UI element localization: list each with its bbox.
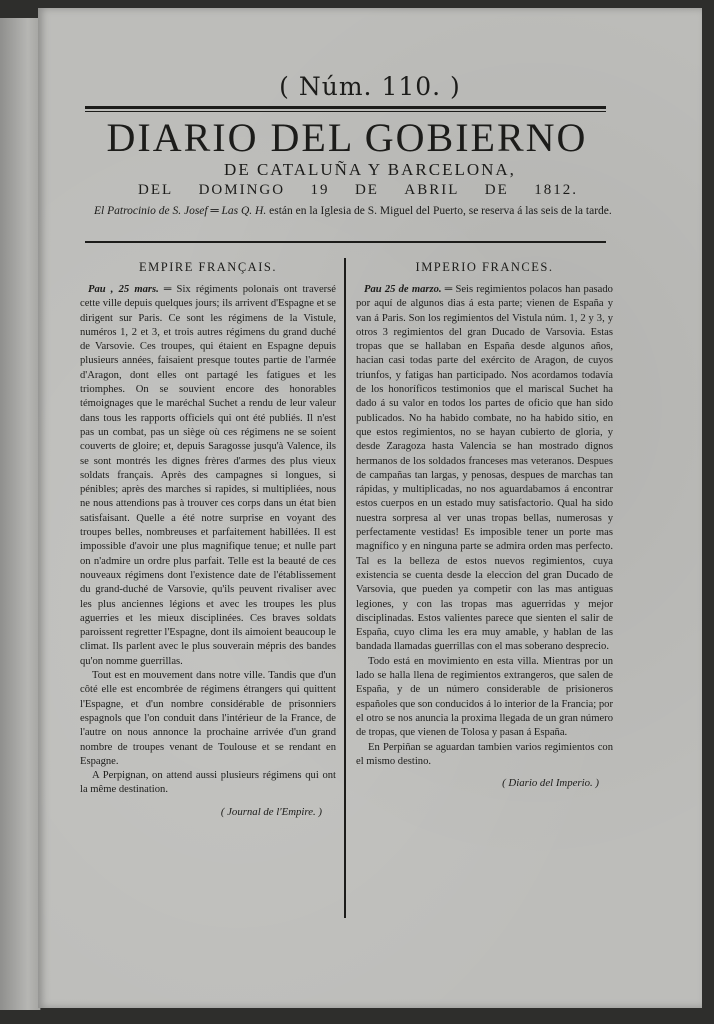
issue-number: ( Núm. 110. ) xyxy=(279,72,461,101)
left-paragraph-3: A Perpignan, on attend aussi plusieurs régimens qui ont la même destination. xyxy=(80,770,336,796)
left-source: ( Journal de l'Empire. ) xyxy=(220,805,322,818)
right-paragraph-2: Todo está en movimiento en esta villa. Mientras por un lado se halla llena de regimientos extrangeros, que salen de España, y de un número considerable de prisioneros españoles que son conducidos á lo interior de la Francia; por el otro se nos anuncia la proxima llegada de un gran número de tropas, que vienen de Tolosa y pasan á España. xyxy=(356,655,613,739)
right-paragraph-3: En Perpiñan se aguardan tambien varios regimientos con el mismo destino. xyxy=(356,741,613,767)
top-rule-thin xyxy=(85,111,606,112)
left-paragraph-1 xyxy=(80,283,336,669)
date-day: 19 xyxy=(310,182,330,198)
left-column-article xyxy=(80,260,336,818)
column-divider xyxy=(344,258,346,918)
date-month: ABRIL xyxy=(404,182,460,198)
religious-notice xyxy=(94,204,614,219)
date-year: 1812. xyxy=(534,182,578,198)
notice-text: están en la Iglesia de S. Miguel del Puerto, se reserva á las seis de la tarde. xyxy=(266,205,612,217)
date-de-2: DE xyxy=(484,182,509,198)
left-paragraph-1-text: ═ Six régiments polonais ont traversé cette ville depuis quelques jours; ils arrivent d'Espagne et se dirigent sur Paris. Ce sont les régimens de la Vistule, numéros 1, 2 et 3, et trois autres régimens du grand duché de Varsovie. Ces troupes, qui étaient en Espagne depuis plusieurs années, faisaient presque toutes partie de l'armée d'Aragon, dont elles ont partagé les fatigues et les triomphes. On se souvient encore des honorables témoignages que le maréchal Suchet a rendu de leur valeur dans tous les rapports officiels qui ont été publiés. Il n'est pas un combat, pas un siège où ces régimens ne se soient couverts de gloire; et, depuis Saragosse jusqu'à Valence, ils se sont montrés les dignes frères d'armes des plus vieux soldats français. Après des campagnes si longues, si pénibles; après des marches si rapides, si multipliées, nous ne nous attendions pas à trouver ces corps dans un état bien satisfaisant. Quelle a été notre surprise en voyant des troupes belles, nombreuses et parfaitement habillées. Il est impossible d'avoir une plus magnifique tenue; et nulle part on n'admire un ordre plus parfait. Telle est la beauté de ces nouveaux régimens dont l'existence date de l'établissement du grand-duché de Varsovie, qu'ils peuvent rivaliser avec les plus anciennes légions et avec les troupes les plus aguerries et les mieux disciplinées. Ces braves soldats paroissent regretter l'Espagne, dont ils aimoient beaucoup le climat. Ils parlent avec le plus souverain mépris des bandes qu'on nomme guerrillas. xyxy=(80,284,336,667)
masthead-subtitle: DE CATALUÑA Y BARCELONA, xyxy=(224,160,516,179)
right-column-article xyxy=(356,260,613,789)
right-dateline: Pau 25 de marzo. xyxy=(364,284,442,295)
previous-page-edge xyxy=(0,18,41,1010)
date-de-1: DE xyxy=(354,182,379,198)
left-column-title: EMPIRE FRANÇAIS. xyxy=(139,260,277,274)
newspaper-page xyxy=(38,8,702,1008)
right-source: ( Diario del Imperio. ) xyxy=(502,777,599,790)
right-paragraph-1-text: ═ Seis regimientos polacos han pasado por aquí de algunos dias á esta parte; vienen de España y van á Paris. Son los regimientos del Vistula núm. 1, 2 y 3, y otros 3 regimientos del gran Ducado de Varsovia. Estas tropas que se hallaban en España desde algunos años, hacian casi todas parte del exército de Aragon, de cuyos triunfos, y fatigas han participado. Nos acordamos todavía de los honoríficos testimonios que el mariscal Suchet ha dado á su valor en todos los partes de oficio que han sido publicados. No ha habido combate, no ha habido sitio, en que estos regimientos, no se hayan cubierto de gloria, y desde Zaragoza hasta Valencia se han mostrado dignos hermanos de los soldados franceses mas veteranos. Despues de campañas tan largas, y penosas, despues de marchas tan rápidas, y multiplicadas, no nos aguardabamos á encontrar estos cuerpos en un estado muy satisfactorio. Qual ha sido nuestra sorpresa al ver unas tropas bellas, numerosas y perfectamente vestidas! Es imposible tener un porte mas magnífico y en ninguna parte se admira orden mas perfecto. Tal es la belleza de estos nuevos regimientos, cuya existencia se cuenta desde la eleccion del gran Ducado de Varsovia, que pueden ya competir con las mas antiguas legiones, y con las tropas mas aguerridas y mejor disciplinadas. Estos valientes parece que sienten el salir de España, cuyo clima les era muy amable, y hablan de las bandada llamadas guerrillas con el mas soberano desprecio. xyxy=(356,284,613,653)
date-del: DEL xyxy=(138,182,174,198)
left-dateline: Pau , 25 mars. xyxy=(88,284,159,295)
right-paragraph-1 xyxy=(356,283,613,655)
left-paragraph-2: Tout est en mouvement dans notre ville. Tandis que d'un côté elle est encombrée de régimens étrangers qui quittent l'Espagne, et d'un nombre considérable de prisonniers espagnols que l'on conduit dans l'intérieur de la France, de l'autre on nous annonce la prochaine arrivée d'un grand nombre de troupes venant de Toulouse et se rendant en Espagne. xyxy=(80,670,336,767)
masthead-title: DIARIO DEL GOBIERNO xyxy=(106,115,588,160)
right-column-title: IMPERIO FRANCES. xyxy=(415,260,554,274)
top-rule xyxy=(85,106,606,109)
notice-lead: El Patrocinio de S. Josef ═ Las Q. H. xyxy=(94,205,267,217)
header-rule xyxy=(85,241,606,243)
date-weekday: DOMINGO xyxy=(198,182,286,198)
issue-date xyxy=(138,182,578,199)
